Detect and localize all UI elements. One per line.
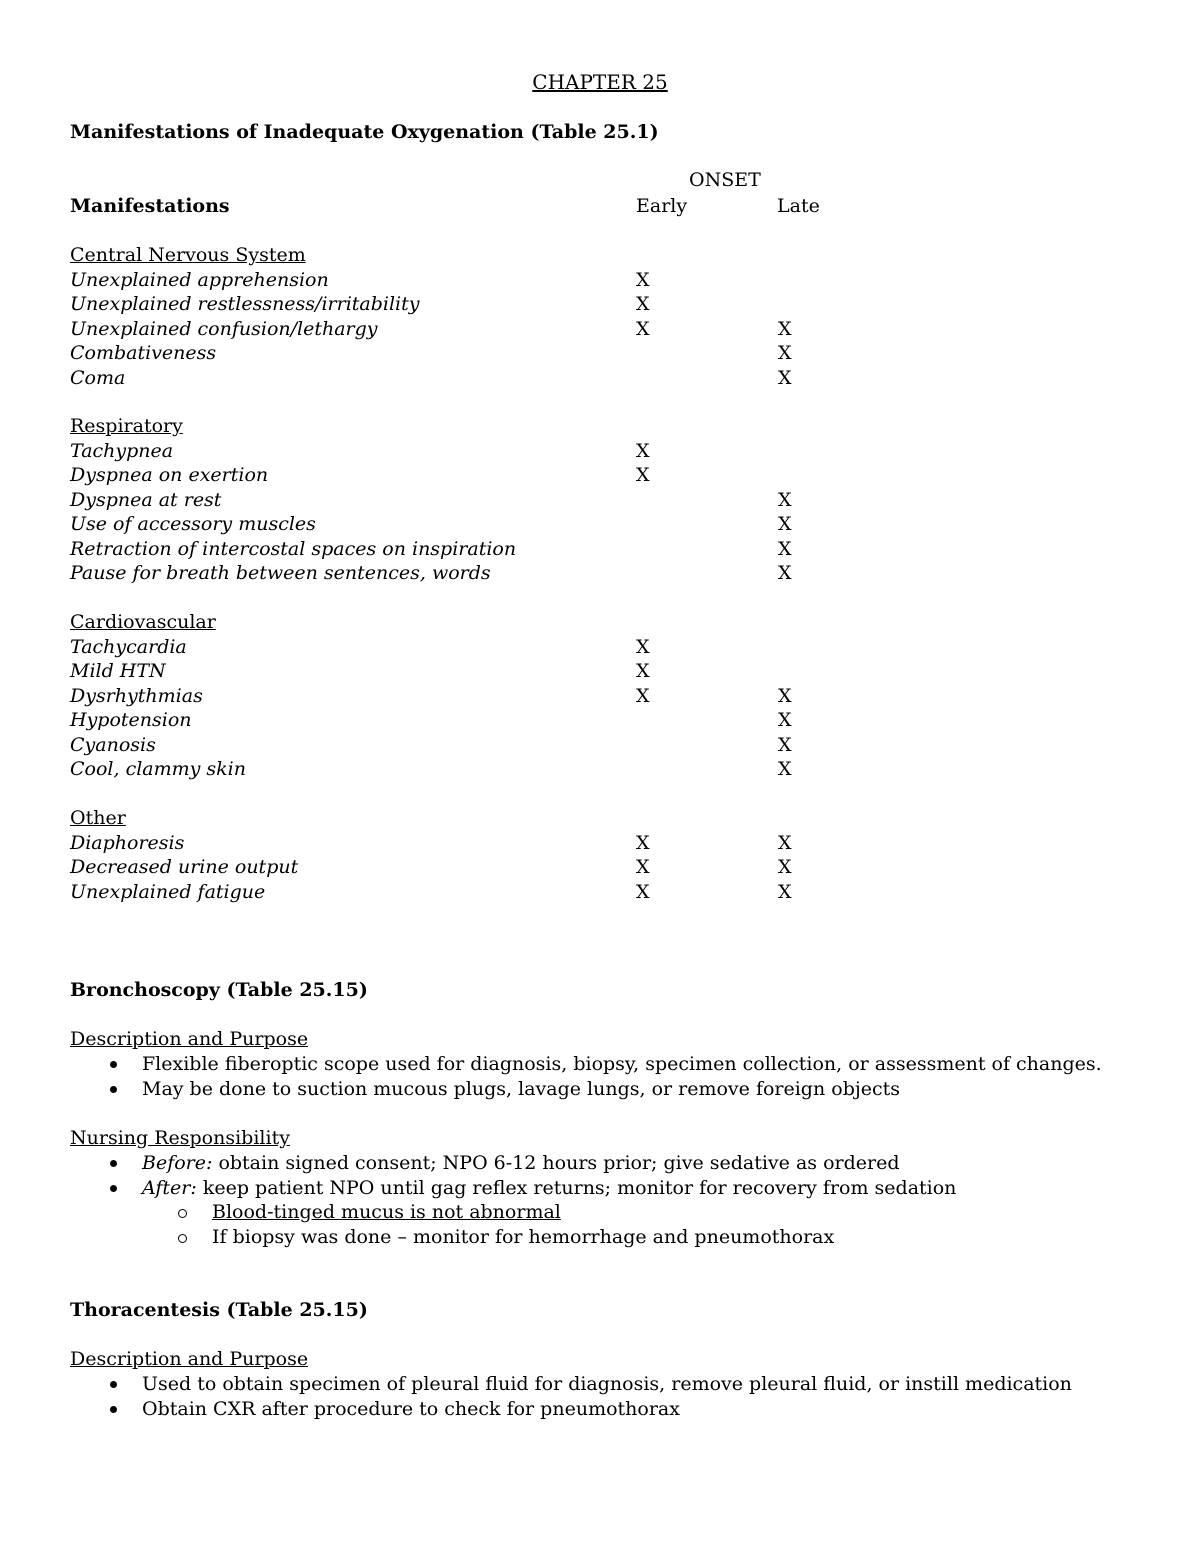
manifestation-name: Dyspnea at rest [70,488,222,511]
group-title: Respiratory [70,415,183,437]
thoracentesis-heading: Thoracentesis (Table 25.15) [70,1299,368,1321]
early-mark: X [636,439,650,462]
late-mark: X [778,513,792,535]
manifestation-name: Unexplained confusion/lethargy [70,317,378,340]
after-text: keep patient NPO until gag reflex returns; monitor for recovery from sedation [196,1176,957,1199]
late-mark: X [778,562,792,584]
manifestation-name: Cyanosis [70,733,156,756]
after-label: After: [142,1176,197,1199]
col-manifestations: Manifestations [70,195,230,217]
thoracentesis-desc-list [70,1372,1072,1421]
table-row [70,268,870,292]
bronchoscopy-desc-list [70,1052,1102,1101]
list-item-after [70,1176,956,1250]
bronchoscopy-desc-title: Description and Purpose [70,1028,309,1050]
table-row [70,684,870,708]
thoracentesis-desc-title: Description and Purpose [70,1348,309,1370]
table1-heading: Manifestations of Inadequate Oxygenation (Table 25.1) [70,121,659,143]
late-mark: X [778,733,792,756]
manifestation-name: Combativeness [70,342,217,364]
list-item-before [70,1151,956,1176]
early-mark: X [636,293,650,315]
manifestation-name: Dyspnea on exertion [70,464,269,486]
early-mark: X [636,268,650,291]
manifestation-name: Unexplained restlessness/irritability [70,293,420,315]
early-mark: X [636,660,650,682]
late-mark: X [778,856,792,878]
table-row [70,561,870,585]
table-row [70,757,870,781]
late-mark: X [778,758,792,780]
manifestation-name: Pause for breath between sentences, words [70,562,491,584]
table-row [70,635,870,659]
manifestation-name: Tachypnea [70,439,174,462]
early-mark: X [636,464,650,486]
manifestation-name: Retraction of intercostal spaces on inspiration [70,537,517,560]
sub-list-item: Blood-tinged mucus is not abnormal [142,1200,956,1225]
before-label: Before: [142,1152,213,1174]
chapter-title: CHAPTER 25 [532,70,668,94]
early-mark: X [636,684,650,707]
early-mark: X [636,856,650,878]
table-row [70,659,870,683]
manifestation-name: Use of accessory muscles [70,513,316,535]
table-row [70,292,870,316]
late-mark: X [778,880,792,903]
sub-list-item: If biopsy was done – monitor for hemorrhage and pneumothorax [142,1225,956,1250]
late-mark: X [778,317,792,340]
table-row [70,463,870,487]
manifestation-name: Coma [70,366,126,389]
table-row [70,341,870,365]
nursing-responsibility-list [70,1151,956,1249]
manifestation-name: Tachycardia [70,635,187,658]
manifestation-name: Unexplained apprehension [70,268,329,291]
late-mark: X [778,831,792,854]
group-title: Cardiovascular [70,611,216,633]
late-mark: X [778,684,792,707]
manifestation-name: Decreased urine output [70,856,299,878]
onset-label: ONSET [689,169,761,191]
early-mark: X [636,635,650,658]
early-mark: X [636,880,650,903]
manifestation-name: Mild HTN [70,660,166,682]
table-row [70,880,870,904]
manifestation-name: Diaphoresis [70,831,185,854]
late-mark: X [778,537,792,560]
early-mark: X [636,317,650,340]
before-text: obtain signed consent; NPO 6-12 hours prior; give sedative as ordered [212,1152,900,1174]
late-mark: X [778,342,792,364]
table-row [70,488,870,512]
manifestation-name: Hypotension [70,709,192,731]
group-title: Central Nervous System [70,244,306,266]
late-mark: X [778,366,792,389]
nursing-responsibility-title: Nursing Responsibility [70,1127,290,1149]
list-item: Used to obtain specimen of pleural fluid for diagnosis, remove pleural fluid, or instill medication [70,1372,1072,1397]
late-mark: X [778,488,792,511]
table-row [70,537,870,561]
table-row [70,512,870,536]
table-row [70,708,870,732]
list-item: Obtain CXR after procedure to check for pneumothorax [70,1397,1072,1422]
manifestation-name: Unexplained fatigue [70,880,266,903]
table-row [70,831,870,855]
list-item: Flexible fiberoptic scope used for diagnosis, biopsy, specimen collection, or assessment of changes. [70,1052,1102,1077]
group-title: Other [70,807,126,829]
table-row [70,317,870,341]
table-row [70,439,870,463]
col-early: Early [636,195,688,217]
bronchoscopy-heading: Bronchoscopy (Table 25.15) [70,979,368,1001]
after-sublist [142,1200,956,1249]
table-row [70,366,870,390]
early-mark: X [636,831,650,854]
list-item: May be done to suction mucous plugs, lavage lungs, or remove foreign objects [70,1077,1102,1102]
table-row [70,855,870,879]
manifestation-name: Cool, clammy skin [70,758,247,780]
manifestation-name: Dysrhythmias [70,684,203,707]
col-late: Late [777,195,820,217]
table-row [70,733,870,757]
late-mark: X [778,709,792,731]
